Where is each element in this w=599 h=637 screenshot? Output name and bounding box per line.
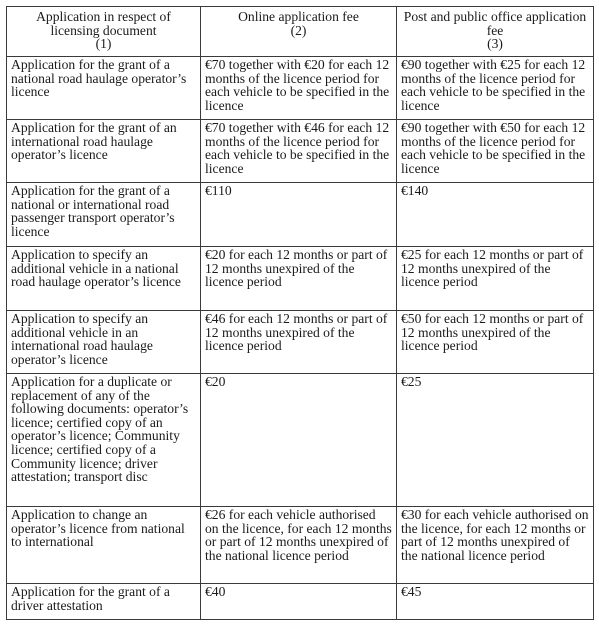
header-cell-online-fee [201, 7, 397, 57]
table-row [7, 183, 594, 247]
table-row [7, 247, 594, 311]
table-row [7, 584, 594, 620]
application-cell: Application to specify an additional vehicle in a national road haulage operator’s licence [7, 247, 201, 311]
post-fee-cell: €90 together with €25 for each 12 months of the licence period for each vehicle to be specified in the licence [397, 57, 594, 120]
header-number: (2) [290, 22, 307, 38]
application-cell: Application for the grant of a national road haulage operator’s licence [7, 57, 201, 120]
table-header [7, 7, 594, 57]
post-fee-cell: €25 [397, 374, 594, 507]
application-cell: Application for a duplicate or replacement of any of the following documents: operator’s licence; certified copy of an operator’s licence; Community licence; certified copy of a Community licence; driver attestation; transport disc [7, 374, 201, 507]
online-fee-cell: €70 together with €46 for each 12 months of the licence period for each vehicle to be specified in the licence [201, 120, 397, 183]
table-row [7, 120, 594, 183]
online-fee-cell: €70 together with €20 for each 12 months of the licence period for each vehicle to be specified in the licence [201, 57, 397, 120]
online-fee-cell: €46 for each 12 months or part of 12 months unexpired of the licence period [201, 311, 397, 374]
header-title: Online application fee [238, 9, 359, 24]
header-cell-post-fee [397, 7, 594, 57]
application-cell: Application for the grant of a driver attestation [7, 584, 201, 620]
header-title: Post and public office application fee [403, 9, 587, 38]
application-cell: Application for the grant of an international road haulage operator’s licence [7, 120, 201, 183]
post-fee-cell: €25 for each 12 months or part of 12 months unexpired of the licence period [397, 247, 594, 311]
online-fee-cell: €40 [201, 584, 397, 620]
table-row [7, 507, 594, 584]
post-fee-cell: €140 [397, 183, 594, 247]
post-fee-cell: €90 together with €50 for each 12 months of the licence period for each vehicle to be specified in the licence [397, 120, 594, 183]
online-fee-cell: €26 for each vehicle authorised on the licence, for each 12 months or part of 12 months unexpired of the national licence period [201, 507, 397, 584]
table-body [7, 57, 594, 620]
application-cell: Application for the grant of a national or international road passenger transport operator’s licence [7, 183, 201, 247]
online-fee-cell: €110 [201, 183, 397, 247]
application-cell: Application to specify an additional vehicle in an international road haulage operator’s licence [7, 311, 201, 374]
post-fee-cell: €45 [397, 584, 594, 620]
fee-table [6, 6, 594, 620]
header-title: Application in respect of licensing document [36, 9, 171, 38]
header-number: (3) [487, 36, 503, 52]
post-fee-cell: €50 for each 12 months or part of 12 months unexpired of the licence period [397, 311, 594, 374]
post-fee-cell: €30 for each vehicle authorised on the licence, for each 12 months or part of 12 months unexpired of the national licence period [397, 507, 594, 584]
online-fee-cell: €20 [201, 374, 397, 507]
header-cell-application [7, 7, 201, 57]
header-row [7, 7, 594, 57]
table-row [7, 374, 594, 507]
table-row [7, 311, 594, 374]
header-number: (1) [95, 36, 112, 52]
application-cell: Application to change an operator’s licence from national to international [7, 507, 201, 584]
online-fee-cell: €20 for each 12 months or part of 12 months unexpired of the licence period [201, 247, 397, 311]
table-row [7, 57, 594, 120]
